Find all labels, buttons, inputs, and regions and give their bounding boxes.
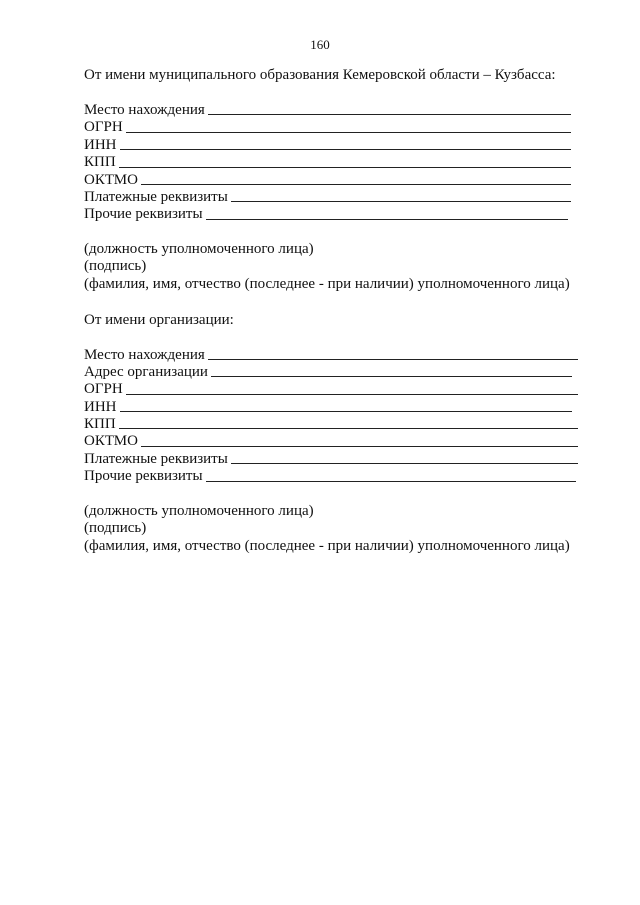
municipal-field-oktmo: [84, 172, 571, 189]
field-label: ОГРН: [84, 381, 123, 398]
municipal-field-kpp: [84, 154, 571, 171]
organization-field-ogrn: [84, 381, 578, 398]
field-label: ОКТМО: [84, 171, 138, 188]
fill-line: [231, 463, 578, 464]
field-label: Платежные реквизиты: [84, 450, 228, 467]
field-label: Прочие реквизиты: [84, 206, 203, 223]
organization-field-kpp: [84, 416, 578, 433]
municipal-field-inn: [84, 137, 571, 154]
field-label: Адрес организации: [84, 363, 208, 380]
municipal-caption-name: (фамилия, имя, отчество (последнее - при наличии) уполномоченного лица): [84, 275, 570, 292]
fill-line: [119, 167, 571, 168]
organization-field-payment-details: [84, 451, 578, 468]
organization-field-other-details: [84, 468, 576, 485]
fill-line: [141, 446, 578, 447]
organization-field-address: [84, 364, 572, 381]
fill-line: [206, 481, 576, 482]
fill-line: [231, 201, 571, 202]
field-label: Место нахождения: [84, 101, 205, 118]
field-label: КПП: [84, 154, 116, 171]
field-label: ИНН: [84, 398, 117, 415]
fill-line: [120, 411, 573, 412]
organization-field-location: [84, 347, 578, 364]
field-label: Платежные реквизиты: [84, 188, 228, 205]
organization-caption-name: (фамилия, имя, отчество (последнее - при наличии) уполномоченного лица): [84, 537, 570, 554]
municipal-field-other-details: [84, 206, 568, 223]
field-label: ОКТМО: [84, 433, 138, 450]
municipal-caption-position: (должность уполномоченного лица): [84, 240, 314, 257]
municipal-fields: [84, 102, 574, 224]
municipal-caption-signature: (подпись): [84, 258, 147, 275]
fill-line: [206, 219, 568, 220]
fill-line: [126, 394, 578, 395]
fill-line: [208, 114, 571, 115]
field-label: КПП: [84, 416, 116, 433]
field-label: Место нахождения: [84, 346, 205, 363]
municipal-heading: От имени муниципального образования Кемеровской области – Кузбасса:: [84, 67, 556, 83]
organization-field-oktmo: [84, 433, 578, 450]
municipal-field-location: [84, 102, 571, 119]
page-number: 160: [310, 37, 330, 52]
document-body: [84, 66, 574, 555]
organization-field-inn: [84, 399, 572, 416]
fill-line: [211, 376, 572, 377]
organization-caption-position: (должность уполномоченного лица): [84, 502, 314, 519]
municipal-field-payment-details: [84, 189, 571, 206]
organization-heading: От имени организации:: [84, 311, 234, 328]
organization-fields: [84, 347, 574, 486]
field-label: ИНН: [84, 136, 117, 153]
fill-line: [126, 132, 571, 133]
fill-line: [208, 359, 578, 360]
fill-line: [120, 149, 572, 150]
fill-line: [141, 184, 571, 185]
field-label: Прочие реквизиты: [84, 468, 203, 485]
organization-caption-signature: (подпись): [84, 520, 147, 537]
fill-line: [119, 428, 578, 429]
field-label: ОГРН: [84, 119, 123, 136]
municipal-field-ogrn: [84, 119, 571, 136]
